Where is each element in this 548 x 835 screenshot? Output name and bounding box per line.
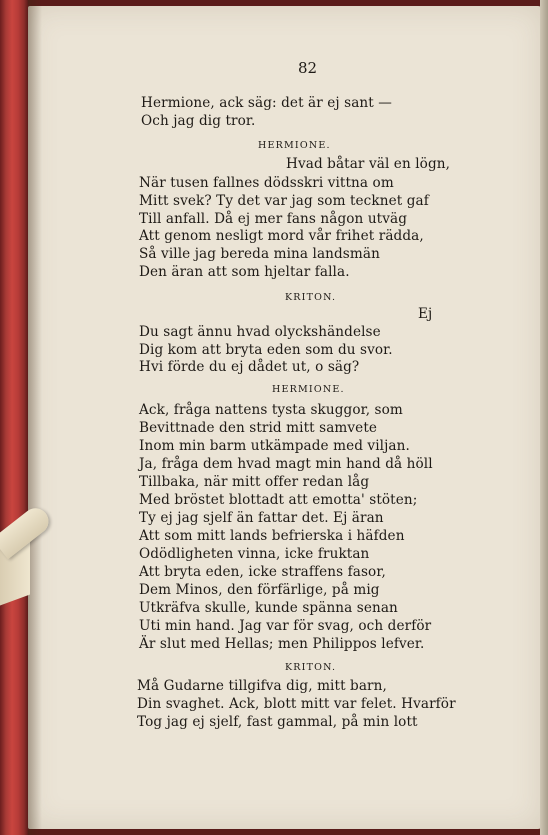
- verse-line: Att som mitt lands befrierska i häfden: [139, 528, 405, 544]
- verse-line: Utkräfva skulle, kunde spänna senan: [139, 600, 398, 616]
- verse-line: Ty ej jag sjelf än fattar det. Ej äran: [139, 510, 384, 526]
- verse-line: Odödligheten vinna, icke fruktan: [139, 546, 370, 562]
- verse-line: Hvi förde du ej dådet ut, o säg?: [139, 359, 360, 375]
- verse-line: Den äran att som hjeltar falla.: [139, 264, 350, 280]
- verse-line: Inom min barm utkämpade med viljan.: [139, 438, 410, 454]
- verse-line: Uti min hand. Jag var för svag, och derför: [139, 618, 432, 634]
- verse-line: Må Gudarne tillgifva dig, mitt barn,: [137, 678, 387, 694]
- page-stack-edge: [540, 0, 548, 835]
- verse-line: Du sagt ännu hvad olyckshändelse: [139, 324, 381, 340]
- verse-line: Ack, fråga nattens tysta skuggor, som: [139, 402, 403, 418]
- speaker-name: KRITON.: [285, 662, 337, 673]
- verse-line: Till anfall. Då ej mer fans någon utväg: [139, 211, 408, 227]
- verse-line: Ej: [418, 306, 433, 322]
- verse-line: Mitt svek? Ty det var jag som tecknet gaf: [139, 193, 429, 209]
- verse-line: Dem Minos, den förfärlige, på mig: [139, 582, 380, 598]
- verse-line: Tillbaka, när mitt offer redan låg: [139, 474, 370, 490]
- speaker-name: HERMIONE.: [258, 140, 331, 151]
- verse-line: Att genom nesligt mord vår frihet rädda,: [139, 228, 424, 244]
- speaker-name: HERMIONE.: [272, 384, 345, 395]
- verse-line: Hermione, ack säg: det är ej sant —: [141, 95, 392, 111]
- verse-line: Är slut med Hellas; men Philippos lefver.: [139, 636, 425, 652]
- verse-line: Dig kom att bryta eden som du svor.: [139, 342, 393, 358]
- verse-line: Så ville jag bereda mina landsmän: [139, 246, 380, 262]
- verse-line: Och jag dig tror.: [141, 113, 256, 129]
- verse-line: Tog jag ej sjelf, fast gammal, på min lott: [137, 714, 418, 730]
- verse-line: Din svaghet. Ack, blott mitt var felet. Hvarför: [137, 696, 456, 712]
- verse-line: När tusen fallnes dödsskri vittna om: [139, 175, 394, 191]
- speaker-name: KRITON.: [285, 292, 337, 303]
- page-number: 82: [298, 59, 318, 77]
- verse-line: Att bryta eden, icke straffens fasor,: [139, 564, 386, 580]
- verse-line: Med bröstet blottadt att emotta' stöten;: [139, 492, 418, 508]
- verse-line: Bevittnade den strid mitt samvete: [139, 420, 378, 436]
- page-gutter-shadow: [28, 0, 42, 835]
- verse-line: Ja, fråga dem hvad magt min hand då höll: [139, 456, 433, 472]
- verse-line: Hvad båtar väl en lögn,: [286, 156, 451, 172]
